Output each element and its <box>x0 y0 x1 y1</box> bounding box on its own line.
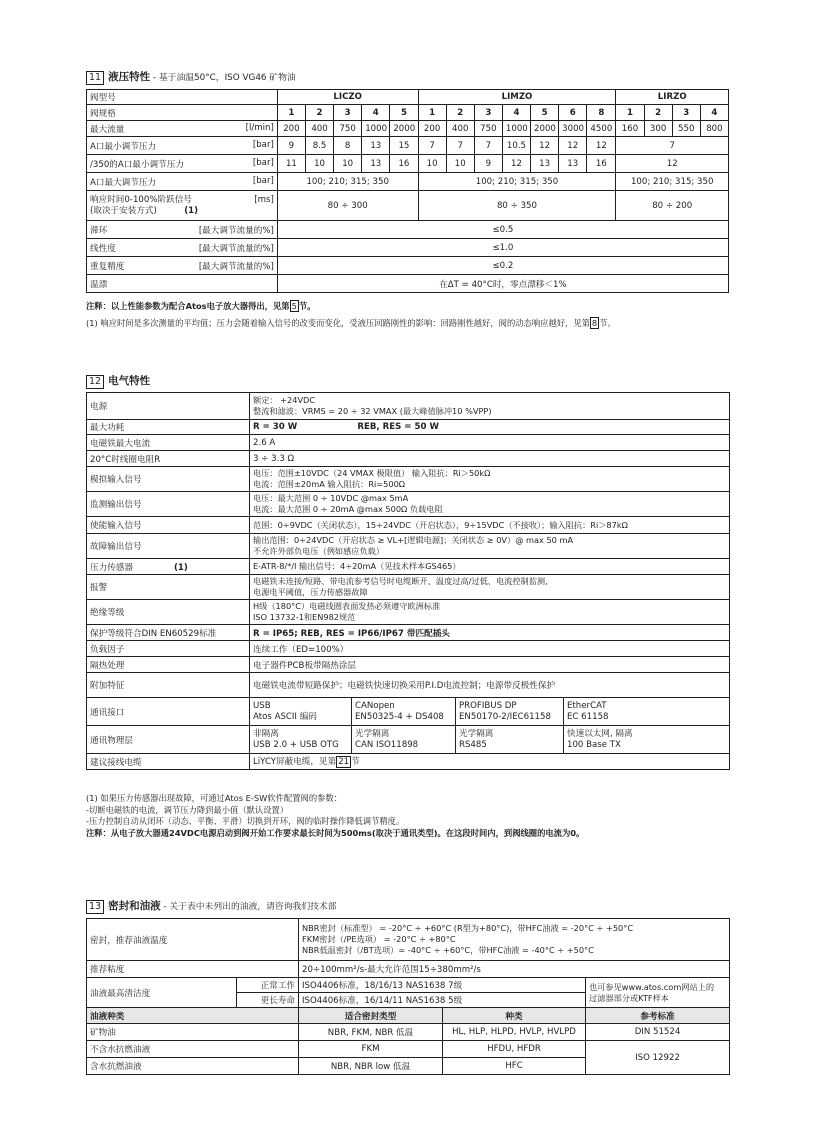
row-value: 电源电平阈值，压力传感器故障 <box>253 587 368 597</box>
comm-protocol: EN50325-4 + DS408 <box>355 711 444 722</box>
clean-normal-value: ISO4406标准，18/16/13 NAS1638 7级 <box>299 978 586 993</box>
fluid-seal: NBR, FKM, NBR 低温 <box>299 1024 443 1041</box>
section-number: 11 <box>86 71 104 85</box>
phys-isolation: 快速以太网, 隔离 <box>567 728 633 739</box>
row-label: 故障输出信号 <box>87 534 250 559</box>
value-cell: 100; 210; 315; 350 <box>418 173 616 191</box>
fluid-standard: DIN 51524 <box>586 1024 730 1041</box>
row-label: 滞环 <box>90 225 108 236</box>
row-label: 油液最高清洁度 <box>87 978 237 1008</box>
value-cell: 11 <box>277 155 305 173</box>
note-text: 节。 <box>298 301 316 311</box>
row-label: 最大流量 <box>90 124 125 135</box>
row-value: 电压：范围±10VDC（24 VMAX 极限值） 输入阻抗：Ri＞50kΩ <box>253 468 491 478</box>
value-cell: 4500 <box>587 121 616 137</box>
note-text: (1) 响应时间是多次测量的平均值；压力会随着输入信号的改变而变化，受液压回路刚性的影响：回路刚性越好，阀的动态响应越好，见第 <box>86 317 590 328</box>
value-cell: 12 <box>616 155 729 173</box>
section-subtitle: - 基于油温50°C，ISO VG46 矿物油 <box>150 73 296 83</box>
row-value: R = IP65; REB, RES = IP66/IP67 带匹配插头 <box>250 625 730 641</box>
size-cell: 6 <box>559 105 587 121</box>
row-value: ISO 13732-1和EN982规范 <box>253 612 356 622</box>
section-ref-box: 8 <box>591 317 598 328</box>
a-min-350-label <box>87 155 278 173</box>
value-cell: 16 <box>587 155 616 173</box>
row-label: 绝缘等级 <box>87 600 250 625</box>
size-cell: 1 <box>277 105 305 121</box>
section-11-heading <box>86 69 296 85</box>
header-standard: 参考标准 <box>586 1008 730 1024</box>
power-rectified: 整流和滤波：VRMS = 20 ÷ 32 VMAX (最大峰值脉冲10 %VPP) <box>253 406 492 416</box>
value-cell: 3000 <box>559 121 587 137</box>
row-label: 推荐粘度 <box>87 961 299 978</box>
section-12-notes <box>86 793 584 839</box>
section-ref-box: 5 <box>291 301 297 311</box>
max-power-r: R = 30 W <box>253 422 298 432</box>
repeatability-label <box>87 257 278 275</box>
size-cell: 4 <box>362 105 390 121</box>
size-cell: 2 <box>305 105 333 121</box>
value-cell: 750 <box>334 121 362 137</box>
row-value: 电磁铁未连接/短路、带电流参考信号时电缆断开、温度过高/过低、电流控制监测, <box>253 576 548 586</box>
phys-layer: RS485 <box>459 739 487 750</box>
temp-drift-label: 温漂 <box>87 275 278 293</box>
header-fluid: 油液种类 <box>87 1008 299 1024</box>
row-label: 建议接线电缆 <box>87 754 250 770</box>
value-cell: 2000 <box>390 121 418 137</box>
row-label-sub: (取决于安装方式) <box>90 205 157 216</box>
note-text: 节。 <box>599 317 616 328</box>
note-text: -切断电磁铁的电流，调节压力降到最小值（默认设置） <box>86 804 289 815</box>
note-text: -压力控制自动从闭环（动态、平衡、平滑）切换到开环，阀的临时操作降低调节精度。 <box>86 816 405 826</box>
pressure-transducer-label <box>87 559 250 575</box>
power-rated: 额定： +24VDC <box>253 395 316 405</box>
row-value: 输出范围：0÷24VDC（开启状态 ≥ VL+[逻辑电源]；关闭状态 ≥ 0V）@ max 50 mA <box>253 535 574 545</box>
value-cell: 13 <box>559 155 587 173</box>
row-value: 电压：最大范围 0 ÷ 10VDC @max 5mA <box>253 493 409 503</box>
row-value: 节 <box>351 757 360 767</box>
value-cell: 9 <box>474 155 502 173</box>
value-cell: 750 <box>474 121 502 137</box>
value-cell: 10 <box>334 155 362 173</box>
value-cell: 8.5 <box>305 137 333 155</box>
row-unit: [最大调节流量的%] <box>198 225 274 236</box>
row-unit: [bar] <box>252 139 274 150</box>
row-label: 20°C时线圈电阻R <box>87 451 250 467</box>
row-label: 模拟输入信号 <box>87 467 250 492</box>
section-number: 12 <box>86 375 104 389</box>
value-cell: 80 ÷ 200 <box>616 191 729 221</box>
hydraulic-characteristics-table <box>86 89 729 293</box>
row-value: 连续工作（ED=100%） <box>250 641 730 657</box>
size-cell: 5 <box>531 105 559 121</box>
row-value: H级（180°C）电磁线圈表面发热必须遵守欧洲标准 <box>253 601 441 611</box>
model-lirzo: LIRZO <box>616 90 729 105</box>
row-label: 保护等级符合DIN EN60529标准 <box>87 625 250 641</box>
row-value: 20÷100mm²/s-最大允许范围15÷380mm²/s <box>299 961 730 978</box>
row-label: /350的A口最小调节压力 <box>90 159 184 170</box>
value-cell: 10 <box>305 155 333 173</box>
comm-protocol: Atos ASCII 编码 <box>253 711 317 722</box>
value-cell: 1000 <box>502 121 530 137</box>
row-label: 电磁铁最大电流 <box>87 435 250 451</box>
note-text: (1) 如果压力传感器出现故障，可通过Atos E-SW软件配置阀的参数： <box>86 793 343 803</box>
row-unit: [l/min] <box>245 122 274 133</box>
row-label: 重复精度 <box>90 261 125 272</box>
value-cell: 10 <box>446 155 474 173</box>
row-label: 通讯物理层 <box>87 726 250 754</box>
row-value: 2.6 A <box>250 435 730 451</box>
linearity-label <box>87 239 278 257</box>
max-flow-label <box>87 121 278 137</box>
section-13-heading <box>86 898 337 914</box>
clean-normal-label: 正常工作 <box>237 978 299 993</box>
fluid-name: 含水抗燃油液 <box>87 1058 299 1075</box>
fluid-standard: ISO 12922 <box>586 1041 730 1075</box>
value-cell: 7 <box>474 137 502 155</box>
row-label: 最大功耗 <box>87 420 250 435</box>
size-cell: 3 <box>334 105 362 121</box>
size-cell: 2 <box>446 105 474 121</box>
row-value: 电子器件PCB板带隔热涂层 <box>250 657 730 673</box>
fluid-class: HL, HLP, HLPD, HVLP, HVLPD <box>443 1024 586 1041</box>
row-value: 范围：0÷9VDC（关闭状态），15÷24VDC（开启状态），9÷15VDC（不接收）；输入阻抗：Ri＞87kΩ <box>250 517 730 534</box>
value-cell: 12 <box>587 137 616 155</box>
phys-isolation: 非隔离 <box>253 728 279 739</box>
max-power-reb: REB, RES = 50 W <box>357 422 439 432</box>
size-cell: 3 <box>474 105 502 121</box>
value-cell: 200 <box>277 121 305 137</box>
footnote-ref: (1) <box>173 562 188 573</box>
comm-interface: EtherCAT <box>567 700 607 711</box>
row-label: 线性度 <box>90 243 116 254</box>
header-seal: 适合密封类型 <box>299 1008 443 1024</box>
row-unit: [bar] <box>252 157 274 168</box>
size-cell: 5 <box>390 105 418 121</box>
section-title: 液压特性 <box>108 71 151 83</box>
value-cell: 300 <box>644 121 672 137</box>
value-cell: 2000 <box>531 121 559 137</box>
note-text: 注释：以上性能参数为配合Atos电子放大器得出，见第 <box>86 301 290 311</box>
size-cell: 3 <box>672 105 700 121</box>
comm-interface: CANopen <box>355 700 395 711</box>
clean-longer-value: ISO4406标准，16/14/11 NAS1638 5级 <box>299 993 586 1008</box>
row-value: 电流：最大范围 0 ÷ 20mA @max 500Ω 负载电阻 <box>253 504 443 514</box>
header-valve-model: 阀型号 <box>87 90 278 105</box>
header-valve-size: 阀规格 <box>87 105 278 121</box>
row-label: 监测输出信号 <box>87 492 250 517</box>
row-label: 使能输入信号 <box>87 517 250 534</box>
row-label: 压力传感器 <box>90 562 133 573</box>
value-cell: 200 <box>418 121 446 137</box>
value-cell: 10.5 <box>502 137 530 155</box>
row-value: 电流：范围±20mA 输入阻抗：Ri=500Ω <box>253 479 406 489</box>
row-label: 负载因子 <box>87 641 250 657</box>
section-12-heading <box>86 373 150 389</box>
phys-layer: USB 2.0 + USB OTG <box>253 739 339 750</box>
section-subtitle: - 关于表中未列出的油液，请咨询我们技术部 <box>160 902 337 912</box>
section-title: 电气特性 <box>108 375 151 387</box>
comm-interface: PROFIBUS DP <box>459 700 517 711</box>
size-cell: 1 <box>418 105 446 121</box>
value-cell: ≤0.2 <box>277 257 728 275</box>
comm-protocol: EC 61158 <box>567 711 609 722</box>
value-cell: 16 <box>390 155 418 173</box>
value-cell: 12 <box>559 137 587 155</box>
comm-interface: USB <box>253 700 271 711</box>
value-cell: 10 <box>418 155 446 173</box>
value-cell: 9 <box>277 137 305 155</box>
row-label: 密封，推荐油液温度 <box>87 919 299 961</box>
row-unit: [最大调节流量的%] <box>198 243 274 254</box>
seal-nbr: NBR密封（标准型） = -20°C ÷ +60°C (R型为+80°C)，带HFC油液 = -20°C ÷ +50°C <box>302 923 634 933</box>
row-value: 不允许外部负电压（例如感应负载） <box>253 546 385 556</box>
value-cell: 400 <box>446 121 474 137</box>
value-cell: 15 <box>390 137 418 155</box>
row-value: E-ATR-8/*/I 输出信号：4÷20mA（见技术样本GS465） <box>250 559 730 575</box>
comm-protocol: EN50170-2/IEC61158 <box>459 711 551 722</box>
header-class: 种类 <box>443 1008 586 1024</box>
value-cell: 8 <box>334 137 362 155</box>
clean-note: 过滤器部分或KTF样本 <box>589 992 669 1003</box>
model-liczo: LICZO <box>277 90 418 105</box>
row-label: 电源 <box>87 393 250 420</box>
row-label: 附加特征 <box>87 673 250 698</box>
model-limzo: LIMZO <box>418 90 616 105</box>
fluid-class: HFC <box>443 1058 586 1075</box>
row-label: 隔热处理 <box>87 657 250 673</box>
value-cell: 400 <box>305 121 333 137</box>
value-cell: 13 <box>362 137 390 155</box>
section-ref-box: 21 <box>338 757 350 767</box>
size-cell: 1 <box>616 105 644 121</box>
value-cell: 12 <box>502 155 530 173</box>
row-label: 报警 <box>87 575 250 600</box>
phys-isolation: 光学隔离 <box>355 728 390 739</box>
value-cell: 80 ÷ 350 <box>418 191 616 221</box>
phys-layer: 100 Base TX <box>567 739 621 750</box>
a-max-pressure-label <box>87 173 278 191</box>
seals-fluids-table <box>86 918 730 1075</box>
row-label: A口最小调节压力 <box>90 141 157 152</box>
hysteresis-label <box>87 221 278 239</box>
row-label: A口最大调节压力 <box>90 177 157 188</box>
fluid-class: HFDU, HFDR <box>443 1041 586 1058</box>
phys-layer: CAN ISO11898 <box>355 739 419 750</box>
row-value: 3 ÷ 3.3 Ω <box>250 451 730 467</box>
row-unit: [ms] <box>254 194 274 205</box>
value-cell: 7 <box>616 137 729 155</box>
fluid-seal: NBR, NBR low 低温 <box>299 1058 443 1075</box>
value-cell: 800 <box>700 121 728 137</box>
value-cell: 1000 <box>362 121 390 137</box>
size-cell: 4 <box>700 105 728 121</box>
footnote-ref: (1) <box>184 205 199 216</box>
note-text: 注释：从电子放大器通24VDC电源启动到阀开始工作要求最长时间为500ms(取决于通讯类型)。在这段时间内，到阀线圈的电流为0。 <box>86 827 585 838</box>
a-min-pressure-label <box>87 137 278 155</box>
value-cell: 12 <box>531 137 559 155</box>
fluid-seal: FKM <box>299 1041 443 1058</box>
fluid-name: 矿物油 <box>87 1024 299 1041</box>
section-11-notes <box>86 300 616 329</box>
value-cell: 在ΔT = 40°C时，零点漂移＜1% <box>277 275 728 293</box>
value-cell: ≤1.0 <box>277 239 728 257</box>
row-label: 通讯接口 <box>87 698 250 726</box>
fluid-name: 不含水抗燃油液 <box>87 1041 299 1058</box>
value-cell: 550 <box>672 121 700 137</box>
value-cell: 7 <box>418 137 446 155</box>
phys-isolation: 光学隔离 <box>459 728 494 739</box>
seal-nbr-low: NBR低温密封（/BT选项）= -40°C ÷ +60°C，带HFC油液 = -40°C ÷ +50°C <box>302 945 594 955</box>
value-cell: 13 <box>362 155 390 173</box>
section-title: 密封和油液 <box>108 900 161 912</box>
section-number: 13 <box>86 900 104 914</box>
size-cell: 2 <box>644 105 672 121</box>
row-unit: [最大调节流量的%] <box>198 261 274 272</box>
value-cell: 160 <box>616 121 644 137</box>
size-cell: 4 <box>502 105 530 121</box>
row-value: 电磁铁电流带短路保护；电磁铁快速切换采用P.I.D电流控制；电源带反极性保护 <box>250 673 730 698</box>
value-cell: 100; 210; 315; 350 <box>616 173 729 191</box>
value-cell: 100; 210; 315; 350 <box>277 173 418 191</box>
clean-note: 也可参见www.atos.com网站上的 <box>589 981 715 992</box>
value-cell: 80 ÷ 300 <box>277 191 418 221</box>
row-value: LiYCY屏蔽电缆，见第 <box>253 757 337 767</box>
electrical-characteristics-table <box>86 392 730 770</box>
value-cell: 13 <box>531 155 559 173</box>
value-cell: 7 <box>446 137 474 155</box>
value-cell: ≤0.5 <box>277 221 728 239</box>
response-time-label <box>87 191 278 221</box>
seal-fkm: FKM密封（/PE选项） = -20°C ÷ +80°C <box>302 934 456 944</box>
size-cell: 8 <box>587 105 616 121</box>
row-unit: [bar] <box>252 175 274 186</box>
row-label: 响应时间0-100%阶跃信号 <box>90 194 192 205</box>
clean-longer-label: 更长寿命 <box>237 993 299 1008</box>
